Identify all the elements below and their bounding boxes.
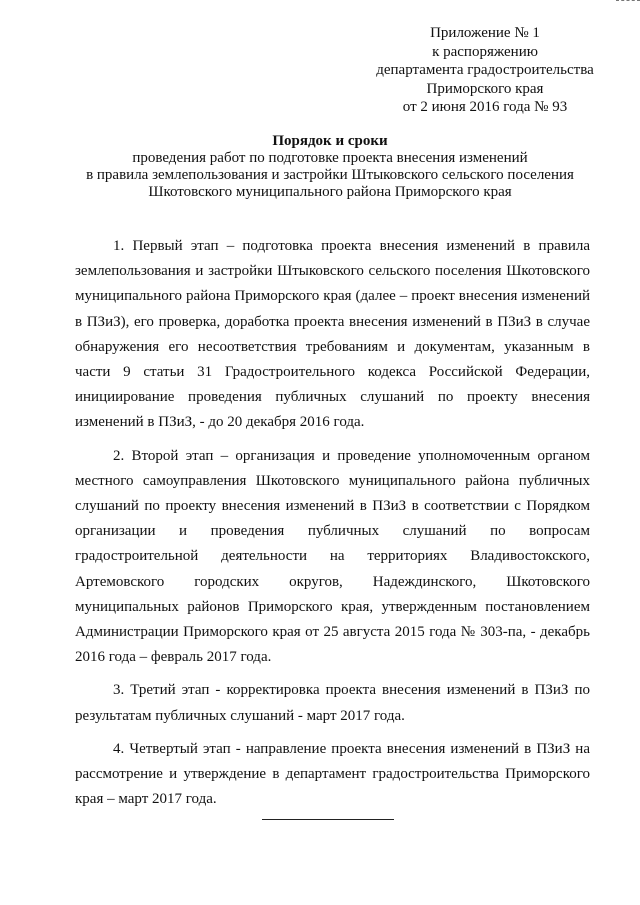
appendix-region: Приморского края [426, 80, 544, 97]
appendix-header [350, 24, 620, 117]
title-line-3: в правила землепользования и застройки Штыковского сельского поселения [86, 167, 574, 183]
paragraph-stage-3: 3. Третий этап - корректировка проекта внесения изменений в ПЗиЗ по результатам публичных слушаний - март 2017 года. [75, 682, 590, 724]
document-body [75, 234, 590, 820]
paragraph-stage-4: 4. Четвертый этап - направление проекта внесения изменений в ПЗиЗ на рассмотрение и утверждение в департамент градостроительства Приморского края – март 2017 года. [75, 740, 590, 808]
appendix-number: Приложение № 1 [430, 25, 540, 41]
end-divider [262, 819, 394, 820]
title-line-4: Шкотовского муниципального района Приморского края [148, 184, 512, 200]
appendix-order-ref: к распоряжению [432, 43, 538, 60]
appendix-date: от 2 июня 2016 года № 93 [402, 99, 568, 115]
title-main: Порядок и сроки [272, 133, 388, 149]
scan-corner-mark [616, 0, 640, 6]
paragraph-stage-2: 2. Второй этап – организация и проведение уполномоченным органом местного самоуправления Шкотовского муниципального района публичных слушаний по проекту внесения изменений в ПЗиЗ в соответствии с Порядком организации и проведения публичных слушаний по вопросам градостроительной деятельности на территориях Владивостокского, Артемовского городских округов, Надеждинского, Шкотовского муниципальных районов Приморского края, утвержденным постановлением Администрации Приморского края от 25 августа 2015 года № 303-па, - декабрь 2016 года – февраль 2017 года. [75, 447, 590, 666]
title-line-2: проведения работ по подготовке проекта внесения изменений [132, 150, 528, 166]
document-title [60, 133, 600, 201]
paragraph-stage-1: 1. Первый этап – подготовка проекта внесения изменений в правила землепользования и застройки Штыковского сельского поселения Шкотовского муниципального района Приморского края (далее – проект внесения изменений в ПЗиЗ), его проверка, доработка проекта внесения изменений в ПЗиЗ в случае обнаружения его несоответствия требованиям и документам, указанным в части 9 статьи 31 Градостроительного кодекса Российской Федерации, инициирование проведения публичных слушаний по проекту внесения изменений в ПЗиЗ, - до 20 декабря 2016 года. [75, 238, 590, 431]
appendix-department: департамента градостроительства [376, 62, 594, 78]
